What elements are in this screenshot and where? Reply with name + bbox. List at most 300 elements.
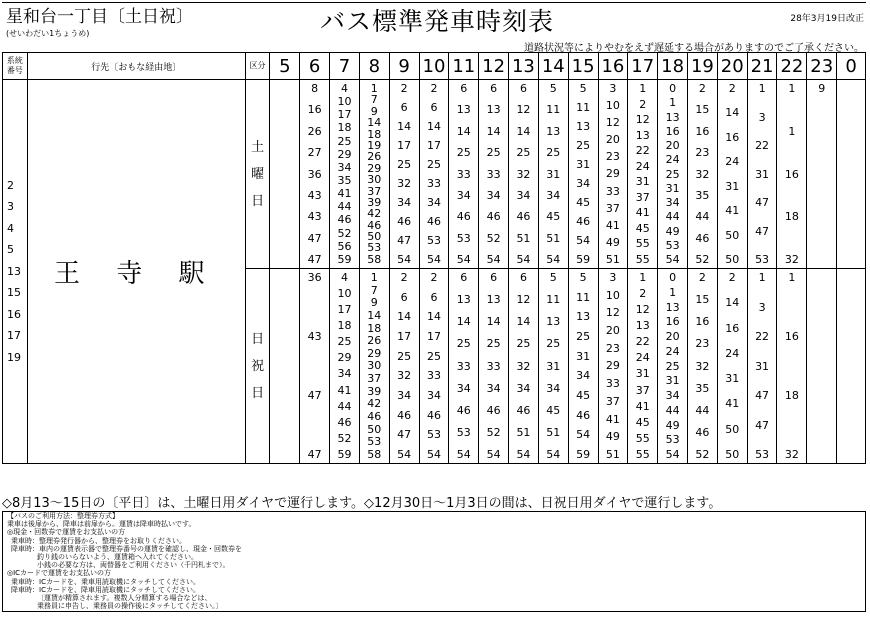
departure-minute: 52 <box>695 253 710 266</box>
hour-header-8: 8 <box>359 53 389 80</box>
minutes-cell-20 <box>717 269 747 464</box>
departure-minute: 23 <box>695 337 710 351</box>
departure-minute: 31 <box>576 158 591 171</box>
departure-minute: 42 <box>367 397 382 411</box>
departure-minute: 54 <box>456 448 471 461</box>
route-number: 17 <box>7 329 21 343</box>
departure-minute: 14 <box>486 124 501 138</box>
departure-minute: 45 <box>576 196 591 209</box>
departure-minute: 14 <box>456 124 471 138</box>
hour-header-15: 15 <box>568 53 598 80</box>
stop-reading: (せいわだい1ちょうめ) <box>6 29 90 38</box>
departure-minute: 5 <box>549 271 557 284</box>
hour-header-11: 11 <box>449 53 479 80</box>
departure-minute: 54 <box>665 253 680 266</box>
departure-minute: 2 <box>728 271 736 284</box>
departure-minute: 25 <box>546 337 561 351</box>
departure-minute: 45 <box>635 221 650 235</box>
departure-minute: 36 <box>307 271 322 284</box>
hour-header-21: 21 <box>747 53 777 80</box>
departure-minute: 14 <box>426 120 441 133</box>
departure-minute: 44 <box>695 210 710 224</box>
departure-minute: 51 <box>605 252 620 266</box>
departure-minute: 5 <box>549 82 557 95</box>
departure-minute: 10 <box>337 95 352 109</box>
departure-minute: 50 <box>725 422 740 436</box>
departure-minute: 9 <box>818 82 826 95</box>
departure-minute: 3 <box>609 271 617 284</box>
departure-minute: 2 <box>639 97 647 111</box>
operation-notice: ◇8月13～15日の〔平日〕は、土曜日用ダイヤで運行します。◇12月30日～1月3日の間は、日祝日用ダイヤで運行します。 <box>2 496 722 511</box>
departure-minute: 29 <box>367 161 382 175</box>
departure-minute: 17 <box>337 108 352 122</box>
departure-minute: 46 <box>367 218 382 232</box>
departure-minute: 35 <box>337 173 352 187</box>
departure-minute: 54 <box>516 253 531 266</box>
departure-minute: 44 <box>665 210 680 224</box>
departure-minute: 14 <box>456 315 471 329</box>
departure-minute: 33 <box>486 359 501 373</box>
minutes-cell-11 <box>449 80 479 269</box>
departure-minute: 24 <box>665 153 680 167</box>
fare-info-line: 釣り銭のいらないよう、運賃箱へ入れてください。 <box>37 553 198 562</box>
departure-minute: 16 <box>307 103 322 117</box>
departure-minute: 46 <box>397 215 412 228</box>
departure-minute: 1 <box>669 96 677 110</box>
departure-minute: 25 <box>337 134 352 148</box>
minutes-cell-21 <box>747 269 777 464</box>
fare-info-line: 乗車は後扉から、降車は前扉から。運賃は降車時払いです。 <box>7 520 196 529</box>
departure-minute: 31 <box>665 374 680 388</box>
fare-info-line: ◎ICカードで運賃をお支払いの方 <box>7 569 112 578</box>
departure-minute: 16 <box>695 124 710 138</box>
departure-minute: 54 <box>486 448 501 461</box>
departure-minute: 13 <box>665 110 680 124</box>
departure-minute: 5 <box>579 82 587 95</box>
departure-minute: 9 <box>370 296 378 310</box>
departure-minute: 34 <box>426 196 441 209</box>
departure-minute: 26 <box>367 334 382 348</box>
departure-minute: 59 <box>337 447 352 461</box>
departure-minute: 32 <box>516 167 531 181</box>
departure-minute: 12 <box>605 116 620 130</box>
minutes-cell-22 <box>777 269 807 464</box>
departure-minute: 34 <box>576 177 591 190</box>
departure-minute: 26 <box>367 150 382 164</box>
departure-minute: 25 <box>456 146 471 160</box>
departure-minute: 54 <box>397 447 412 461</box>
fare-info-line: 乗車時：ICカードを、乗車用読取機にタッチしてください。 <box>11 577 200 586</box>
departure-minute: 6 <box>430 290 438 304</box>
departure-minute: 46 <box>516 403 531 417</box>
minutes-cell-10 <box>419 80 449 269</box>
departure-minute: 54 <box>397 253 412 266</box>
departure-minute: 47 <box>755 196 770 209</box>
departure-minute: 35 <box>695 381 710 395</box>
route-number: 3 <box>7 200 14 214</box>
departure-minute: 3 <box>758 110 766 124</box>
minutes-cell-9 <box>389 269 419 464</box>
departure-minute: 32 <box>784 253 799 266</box>
departure-minute: 34 <box>516 381 531 395</box>
departure-minute: 55 <box>635 447 650 461</box>
departure-minute: 33 <box>456 167 471 181</box>
departure-minute: 37 <box>635 190 650 204</box>
departure-minute: 6 <box>519 82 527 95</box>
departure-minute: 45 <box>635 415 650 429</box>
departure-minute: 54 <box>576 428 591 442</box>
departure-minute: 9 <box>370 104 378 118</box>
minutes-cell-16 <box>598 80 628 269</box>
minutes-cell-14 <box>538 269 568 464</box>
departure-minute: 16 <box>725 130 740 144</box>
departure-minute: 53 <box>426 234 441 247</box>
hour-header-16: 16 <box>598 53 628 80</box>
departure-minute: 59 <box>576 253 591 266</box>
departure-minute: 58 <box>367 252 382 266</box>
departure-minute: 1 <box>639 82 647 95</box>
departure-minute: 12 <box>635 303 650 317</box>
hour-header-19: 19 <box>688 53 718 80</box>
departure-minute: 47 <box>397 234 412 247</box>
departure-minute: 46 <box>516 210 531 224</box>
departure-minute: 49 <box>665 224 680 238</box>
minutes-cell-20 <box>717 80 747 269</box>
departure-minute: 18 <box>367 127 382 141</box>
departure-minute: 33 <box>426 177 441 190</box>
departure-minute: 27 <box>307 146 322 160</box>
departure-minute: 54 <box>516 448 531 461</box>
holiday-label <box>245 269 270 464</box>
departure-minute: 29 <box>367 346 382 360</box>
departure-minute: 39 <box>367 384 382 398</box>
departure-minute: 6 <box>400 290 408 304</box>
departure-minute: 25 <box>486 337 501 351</box>
departure-minute: 11 <box>546 293 561 307</box>
departure-minute: 32 <box>784 448 799 461</box>
departure-minute: 12 <box>635 113 650 127</box>
hour-header-6: 6 <box>300 53 330 80</box>
minutes-cell-15 <box>568 269 598 464</box>
minutes-cell-7 <box>330 269 360 464</box>
departure-minute: 54 <box>456 253 471 266</box>
departure-minute: 45 <box>546 403 561 417</box>
departure-minute: 12 <box>516 293 531 307</box>
departure-minute: 1 <box>788 82 796 95</box>
departure-minute: 37 <box>635 383 650 397</box>
departure-minute: 14 <box>397 120 412 133</box>
fare-info-line: 乗車時：整理券発行器から、整理券をお取りください。 <box>11 536 186 545</box>
departure-minute: 55 <box>635 431 650 445</box>
departure-minute: 16 <box>695 315 710 329</box>
departure-minute: 11 <box>546 103 561 117</box>
departure-minute: 16 <box>784 330 799 343</box>
departure-minute: 25 <box>486 146 501 160</box>
departure-minute: 55 <box>635 252 650 266</box>
minutes-cell-10 <box>419 269 449 464</box>
departure-minute: 11 <box>576 101 591 114</box>
departure-minute: 41 <box>635 399 650 413</box>
departure-minute: 13 <box>486 103 501 117</box>
departure-minute: 6 <box>460 82 468 95</box>
departure-minute: 53 <box>755 448 770 461</box>
departure-minute: 25 <box>665 167 680 181</box>
departure-minute: 51 <box>546 425 561 439</box>
departure-minute: 53 <box>456 425 471 439</box>
departure-minute: 32 <box>516 359 531 373</box>
departure-minute: 1 <box>639 271 647 284</box>
departure-minute: 33 <box>605 377 620 391</box>
route-number: 15 <box>7 286 21 300</box>
departure-minute: 32 <box>695 167 710 181</box>
departure-minute: 49 <box>605 235 620 249</box>
minutes-cell-12 <box>479 80 509 269</box>
departure-minute: 34 <box>576 369 591 383</box>
departure-minute: 55 <box>635 237 650 251</box>
departure-minute: 12 <box>605 306 620 320</box>
departure-minute: 43 <box>307 210 322 224</box>
departure-minute: 47 <box>755 389 770 402</box>
departure-minute: 31 <box>755 359 770 373</box>
minutes-cell-18 <box>658 80 688 269</box>
departure-minute: 6 <box>430 101 438 114</box>
departure-minute: 53 <box>367 241 382 255</box>
departure-minute: 52 <box>695 448 710 461</box>
departure-minute: 51 <box>516 425 531 439</box>
departure-minute: 34 <box>426 388 441 402</box>
fare-info-line: ◎現金・回数券で運賃をお支払いの方 <box>7 528 126 537</box>
departure-minute: 46 <box>426 215 441 228</box>
departure-minute: 46 <box>486 210 501 224</box>
minutes-cell-13 <box>509 269 539 464</box>
departure-minute: 50 <box>367 422 382 436</box>
departure-minute: 7 <box>370 283 378 297</box>
departure-minute: 46 <box>576 215 591 228</box>
departure-minute: 54 <box>426 253 441 266</box>
departure-minute: 1 <box>370 82 378 95</box>
minutes-cell-7 <box>330 80 360 269</box>
fare-info-line: 〔運賃が精算されます。複数人分精算する場合などは、 <box>37 594 212 603</box>
departure-minute: 37 <box>367 372 382 386</box>
departure-minute: 58 <box>367 447 382 461</box>
departure-minute: 25 <box>426 349 441 363</box>
departure-minute: 53 <box>367 435 382 449</box>
departure-minute: 44 <box>665 403 680 417</box>
departure-minute: 25 <box>456 337 471 351</box>
departure-minute: 44 <box>337 200 352 214</box>
departure-minute: 25 <box>665 359 680 373</box>
departure-minute: 42 <box>367 207 382 221</box>
departure-minute: 54 <box>665 448 680 461</box>
departure-minute: 43 <box>307 188 322 202</box>
departure-minute: 1 <box>758 82 766 95</box>
departure-minute: 59 <box>337 252 352 266</box>
departure-minute: 46 <box>456 403 471 417</box>
departure-minute: 53 <box>665 433 680 447</box>
departure-minute: 34 <box>665 196 680 209</box>
minutes-cell-13 <box>509 80 539 269</box>
stop-name: 星和台一丁目〔土日祝〕 <box>6 7 193 27</box>
departure-minute: 31 <box>546 167 561 181</box>
departure-minute: 22 <box>635 144 650 158</box>
departure-minute: 12 <box>516 103 531 117</box>
departure-minute: 34 <box>486 188 501 202</box>
departure-minute: 54 <box>576 234 591 247</box>
hour-header-23: 23 <box>807 53 837 80</box>
departure-minute: 17 <box>426 139 441 152</box>
departure-minute: 51 <box>546 231 561 245</box>
departure-minute: 46 <box>486 403 501 417</box>
departure-minute: 2 <box>400 271 408 284</box>
route-number: 13 <box>7 264 21 278</box>
departure-minute: 44 <box>337 399 352 413</box>
departure-minute: 34 <box>546 188 561 202</box>
departure-minute: 5 <box>579 271 587 284</box>
departure-minute: 46 <box>456 210 471 224</box>
departure-minute: 51 <box>516 231 531 245</box>
departure-minute: 17 <box>337 303 352 317</box>
departure-minute: 26 <box>307 124 322 138</box>
hour-header-13: 13 <box>509 53 539 80</box>
day-label: 土 曜 日 <box>251 139 265 209</box>
departure-minute: 1 <box>788 271 796 284</box>
departure-minute: 25 <box>426 158 441 171</box>
departure-minute: 47 <box>755 224 770 238</box>
departure-minute: 53 <box>456 231 471 245</box>
minutes-cell-21 <box>747 80 777 269</box>
departure-minute: 6 <box>490 271 498 284</box>
departure-minute: 6 <box>519 271 527 284</box>
departure-minute: 54 <box>486 253 501 266</box>
minutes-cell-23 <box>807 80 837 269</box>
minutes-cell-19 <box>688 80 718 269</box>
departure-minute: 17 <box>426 329 441 343</box>
departure-minute: 35 <box>695 188 710 202</box>
departure-minute: 7 <box>370 93 378 107</box>
departure-minute: 16 <box>725 321 740 335</box>
departure-minute: 39 <box>367 195 382 209</box>
departure-minute: 0 <box>669 271 677 284</box>
route-number: 5 <box>7 243 14 257</box>
departure-minute: 25 <box>397 349 412 363</box>
minutes-cell-22 <box>777 80 807 269</box>
departure-minute: 14 <box>486 315 501 329</box>
departure-minute: 2 <box>400 82 408 95</box>
saturday-row <box>3 80 866 269</box>
departure-minute: 24 <box>725 346 740 360</box>
timetable-sheet <box>2 2 868 613</box>
departure-minute: 15 <box>695 293 710 307</box>
minutes-cell-14 <box>538 80 568 269</box>
departure-minute: 31 <box>725 372 740 386</box>
departure-minute: 54 <box>426 447 441 461</box>
fare-info-line: 降車時：ICカードを、降車用読取機にタッチしてください。 <box>11 585 200 594</box>
departure-minute: 16 <box>665 124 680 138</box>
minutes-cell-8 <box>359 80 389 269</box>
minutes-cell-15 <box>568 80 598 269</box>
departure-minute: 53 <box>755 253 770 266</box>
departure-minute: 23 <box>605 341 620 355</box>
departure-minute: 46 <box>576 408 591 422</box>
departure-minute: 2 <box>430 82 438 95</box>
departure-minute: 31 <box>665 181 680 195</box>
departure-minute: 13 <box>635 128 650 142</box>
departure-minute: 25 <box>337 335 352 349</box>
timetable-header <box>2 2 866 53</box>
departure-minute: 13 <box>546 315 561 329</box>
fare-info-line: 【バスのご利用方法：整理券方式】 <box>7 512 119 520</box>
departure-minute: 41 <box>725 397 740 411</box>
hour-header-20: 20 <box>717 53 747 80</box>
departure-minute: 45 <box>546 210 561 224</box>
departure-minute: 1 <box>788 124 796 138</box>
departure-minute: 18 <box>784 210 799 224</box>
departure-minute: 2 <box>698 271 706 284</box>
departure-minute: 32 <box>397 177 412 190</box>
minutes-cell-6 <box>300 80 330 269</box>
departure-minute: 52 <box>337 431 352 445</box>
departure-minute: 0 <box>669 82 677 95</box>
departure-minute: 14 <box>516 124 531 138</box>
hour-header-9: 9 <box>389 53 419 80</box>
departure-minute: 16 <box>665 315 680 329</box>
departure-minute: 29 <box>605 167 620 181</box>
departure-minute: 32 <box>397 369 412 383</box>
departure-minute: 3 <box>609 82 617 95</box>
departure-minute: 47 <box>307 389 322 402</box>
departure-minute: 50 <box>367 230 382 244</box>
departure-minute: 2 <box>698 82 706 95</box>
departure-minute: 50 <box>725 447 740 461</box>
departure-minute: 10 <box>605 99 620 113</box>
departure-minute: 17 <box>397 329 412 343</box>
departure-minute: 14 <box>397 310 412 324</box>
route-number: 16 <box>7 307 21 321</box>
departure-minute: 10 <box>337 287 352 301</box>
departure-minute: 29 <box>605 359 620 373</box>
destination-header: 行先〔おもな経由地〕 <box>27 53 245 80</box>
departure-minute: 25 <box>516 337 531 351</box>
departure-minute: 47 <box>307 448 322 461</box>
minutes-cell-12 <box>479 269 509 464</box>
minutes-cell-11 <box>449 269 479 464</box>
division-header: 区分 <box>245 53 270 80</box>
hour-header-12: 12 <box>479 53 509 80</box>
departure-minute: 34 <box>546 381 561 395</box>
departure-minute: 41 <box>337 383 352 397</box>
departure-minute: 34 <box>456 381 471 395</box>
departure-minute: 8 <box>311 82 319 95</box>
departure-minute: 32 <box>695 359 710 373</box>
departure-minute: 10 <box>605 288 620 302</box>
minutes-cell-5 <box>270 269 300 464</box>
departure-minute: 25 <box>397 158 412 171</box>
departure-minute: 22 <box>635 335 650 349</box>
departure-minute: 34 <box>337 367 352 381</box>
departure-minute: 20 <box>605 324 620 338</box>
departure-minute: 37 <box>605 394 620 408</box>
destination-name: 王 寺 駅 <box>27 80 245 464</box>
departure-minute: 13 <box>456 103 471 117</box>
minutes-cell-6 <box>300 269 330 464</box>
departure-minute: 16 <box>784 167 799 181</box>
departure-minute: 47 <box>307 253 322 266</box>
departure-minute: 14 <box>367 308 382 322</box>
departure-minute: 14 <box>367 116 382 130</box>
minutes-cell-0 <box>837 80 866 269</box>
departure-minute: 52 <box>486 425 501 439</box>
departure-minute: 25 <box>576 329 591 343</box>
